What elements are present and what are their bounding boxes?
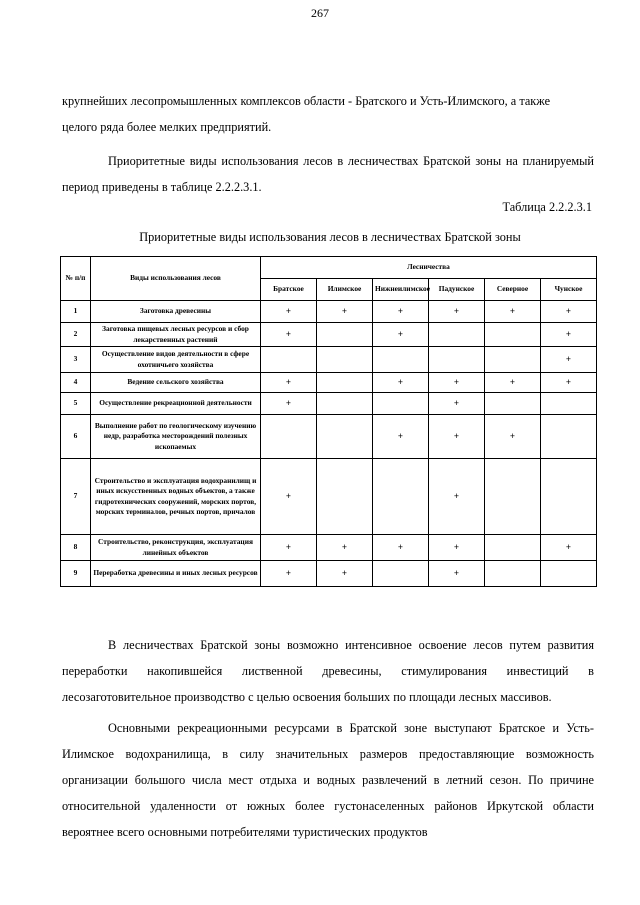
usage-kind-cell: Выполнение работ по геологическому изучению недр, разработка месторождений полезных ископаемых [91, 415, 261, 459]
column-header-forestry: Братское [261, 279, 317, 301]
table-row [61, 373, 597, 393]
usage-kind-cell: Осуществление видов деятельности в сфере охотничьего хозяйства [91, 347, 261, 373]
row-number: 8 [61, 535, 91, 561]
column-header-forestry: Нижнеилимское [373, 279, 429, 301]
forestry-mark-cell [485, 561, 541, 587]
table-row [61, 301, 597, 323]
row-number: 4 [61, 373, 91, 393]
forestry-mark-cell [485, 535, 541, 561]
row-number: 9 [61, 561, 91, 587]
forestry-mark-cell: + [541, 535, 597, 561]
forestry-mark-cell: + [429, 301, 485, 323]
forestry-mark-cell: + [261, 373, 317, 393]
forestry-mark-cell [485, 347, 541, 373]
forestry-mark-cell [541, 561, 597, 587]
table-title: Приоритетные виды использования лесов в лесничествах Братской зоны [139, 230, 521, 244]
forestry-mark-cell: + [541, 373, 597, 393]
forestry-mark-cell: + [541, 323, 597, 347]
table-row [61, 393, 597, 415]
row-number: 5 [61, 393, 91, 415]
forestry-mark-cell [373, 347, 429, 373]
table-label: Таблица 2.2.2.3.1 [502, 200, 592, 214]
forestry-mark-cell: + [317, 561, 373, 587]
forestry-mark-cell [317, 323, 373, 347]
forestry-mark-cell [317, 415, 373, 459]
forestry-mark-cell: + [429, 535, 485, 561]
row-number: 6 [61, 415, 91, 459]
forestry-mark-cell: + [373, 535, 429, 561]
forestry-mark-cell: + [485, 301, 541, 323]
usage-kind-cell: Заготовка древесины [91, 301, 261, 323]
forestry-mark-cell: + [429, 561, 485, 587]
forestry-mark-cell [317, 347, 373, 373]
column-header-usage-kind: Виды использования лесов [91, 257, 261, 301]
intro-line-2: целого ряда более мелких предприятий. [62, 120, 272, 134]
intro-paragraph [62, 88, 594, 140]
forestry-mark-cell: + [261, 459, 317, 535]
forestry-mark-cell: + [485, 373, 541, 393]
forestry-mark-cell [485, 323, 541, 347]
forestry-mark-cell [261, 347, 317, 373]
forestry-mark-cell: + [429, 415, 485, 459]
table-row [61, 561, 597, 587]
forest-usage-table [60, 256, 597, 587]
forestry-mark-cell [541, 393, 597, 415]
column-group-forestries: Лесничества [261, 257, 597, 279]
column-header-forestry: Падунское [429, 279, 485, 301]
forestry-mark-cell: + [261, 561, 317, 587]
forestry-mark-cell: + [261, 393, 317, 415]
usage-kind-cell: Ведение сельского хозяйства [91, 373, 261, 393]
forestry-mark-cell: + [373, 415, 429, 459]
forestry-mark-cell: + [541, 301, 597, 323]
usage-kind-cell: Строительство, реконструкция, эксплуатация линейных объектов [91, 535, 261, 561]
forestry-mark-cell [541, 459, 597, 535]
forestry-mark-cell: + [317, 535, 373, 561]
forestry-mark-cell: + [261, 323, 317, 347]
forestry-mark-cell [373, 393, 429, 415]
forestry-mark-cell: + [373, 323, 429, 347]
usage-kind-cell: Строительство и эксплуатация водохранилищ и иных искусственных водных объектов, а также гидротехнических сооружений, морских портов, морских терминалов, речных портов, причалов [91, 459, 261, 535]
table-row [61, 535, 597, 561]
forestry-mark-cell [261, 415, 317, 459]
forestry-mark-cell: + [261, 301, 317, 323]
column-header-forestry: Илимское [317, 279, 373, 301]
intro-line-1: крупнейших лесопромышленных комплексов области - Братского и Усть-Илимского, а также [62, 94, 551, 108]
recreation-text: Основными рекреационными ресурсами в Братской зоне выступают Братское и Усть-Илимское водохранилища, в силу значительных размеров предоставляющие возможность организации большого числа мест отдыха и водных развлечений в летний сезон. По причине относительной удаленности от южных более густонаселенных районов Иркутской области вероятнее всего основными потребителями туристических продуктов [62, 721, 594, 839]
table-row [61, 415, 597, 459]
table-row [61, 323, 597, 347]
forestry-mark-cell: + [429, 373, 485, 393]
row-number: 7 [61, 459, 91, 535]
forestry-mark-cell [373, 459, 429, 535]
table-row [61, 347, 597, 373]
forestry-mark-cell: + [373, 373, 429, 393]
forestry-mark-cell [429, 323, 485, 347]
column-header-number: № п/п [61, 257, 91, 301]
usage-kind-cell: Осуществление рекреационной деятельности [91, 393, 261, 415]
forestry-mark-cell [317, 393, 373, 415]
forestry-mark-cell [373, 561, 429, 587]
forestry-mark-cell [541, 415, 597, 459]
forestry-mark-cell [485, 393, 541, 415]
intensive-use-paragraph [62, 632, 594, 710]
forestry-mark-cell [485, 459, 541, 535]
forestry-mark-cell: + [429, 459, 485, 535]
priority-paragraph [62, 148, 594, 200]
forestry-mark-cell: + [485, 415, 541, 459]
row-number: 3 [61, 347, 91, 373]
forestry-mark-cell: + [541, 347, 597, 373]
intensive-use-text: В лесничествах Братской зоны возможно интенсивное освоение лесов путем развития переработки накопившейся лиственной древесины, стимулирования инвестиций в лесозаготовительное производство с целью освоения больших по площади лесных массивов. [62, 638, 594, 704]
priority-paragraph-text: Приоритетные виды использования лесов в лесничествах Братской зоны на планируемый период приведены в таблице 2.2.2.3.1. [62, 154, 594, 194]
forestry-mark-cell: + [429, 393, 485, 415]
column-header-forestry: Чунское [541, 279, 597, 301]
row-number: 1 [61, 301, 91, 323]
table-row [61, 459, 597, 535]
forestry-mark-cell [429, 347, 485, 373]
forestry-mark-cell: + [373, 301, 429, 323]
forestry-mark-cell: + [317, 301, 373, 323]
usage-kind-cell: Заготовка пищевых лесных ресурсов и сбор лекарственных растений [91, 323, 261, 347]
column-header-forestry: Северное [485, 279, 541, 301]
usage-kind-cell: Переработка древесины и иных лесных ресурсов [91, 561, 261, 587]
forestry-mark-cell [317, 373, 373, 393]
page-number: 267 [311, 6, 329, 20]
forestry-mark-cell [317, 459, 373, 535]
recreation-paragraph [62, 715, 594, 845]
forestry-mark-cell: + [261, 535, 317, 561]
row-number: 2 [61, 323, 91, 347]
